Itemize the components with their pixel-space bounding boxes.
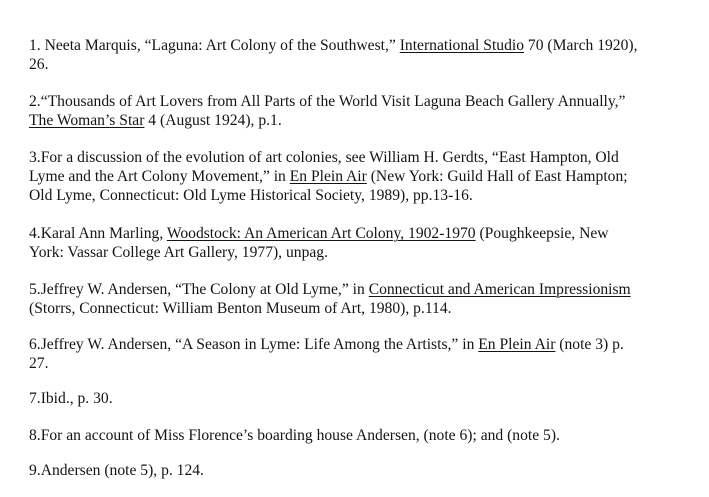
endnote-3 [29,148,701,205]
publication-title: Woodstock: An American Art Colony, 1902-1970 [166,225,476,242]
endnote-9 [29,461,701,480]
note-line: 8.For an account of Miss Florence’s boarding house Andersen, (note 6); and (note 5). [29,427,560,444]
note-line: 7.Ibid., p. 30. [29,390,113,407]
publication-title: En Plein Air [289,168,367,185]
note-line: 4.Karal Ann Marling, Woodstock: An American Art Colony, 1902-1970 (Poughkeepsie, New [29,225,609,242]
endnote-2 [29,92,701,130]
note-line: (Storrs, Connecticut: William Benton Museum of Art, 1980), p.114. [29,300,452,317]
endnote-7 [29,389,701,408]
endnote-6 [29,335,701,373]
note-line: 6.Jeffrey W. Andersen, “A Season in Lyme: Life Among the Artists,” in En Plein Air (note 3) p. [29,336,624,353]
endnote-1 [29,36,701,74]
note-line: 1. Neeta Marquis, “Laguna: Art Colony of the Southwest,” International Studio 70 (March 1920), [29,37,638,54]
endnote-4 [29,224,701,262]
note-line: 27. [29,355,49,372]
note-line: 2.“Thousands of Art Lovers from All Parts of the World Visit Laguna Beach Gallery Annually,” [29,93,626,110]
publication-title: En Plein Air [478,336,556,353]
note-line: 9.Andersen (note 5), p. 124. [29,462,204,479]
publication-title: The Woman’s Star [29,112,145,129]
endnote-5 [29,280,701,318]
publication-title: Connecticut and American Impressionism [368,281,631,298]
note-line: 5.Jeffrey W. Andersen, “The Colony at Old Lyme,” in Connecticut and American Impressionism [29,281,631,298]
publication-title: International Studio [399,37,525,54]
note-line: 26. [29,56,49,73]
note-line: The Woman’s Star 4 (August 1924), p.1. [29,112,282,129]
note-line: 3.For a discussion of the evolution of art colonies, see William H. Gerdts, “East Hampton, Old [29,149,619,166]
note-line: Lyme and the Art Colony Movement,” in En Plein Air (New York: Guild Hall of East Hampton; [29,168,628,185]
note-line: York: Vassar College Art Gallery, 1977), unpag. [29,244,328,261]
endnote-8 [29,426,701,445]
note-line: Old Lyme, Connecticut: Old Lyme Historical Society, 1989), pp.13-16. [29,187,473,204]
